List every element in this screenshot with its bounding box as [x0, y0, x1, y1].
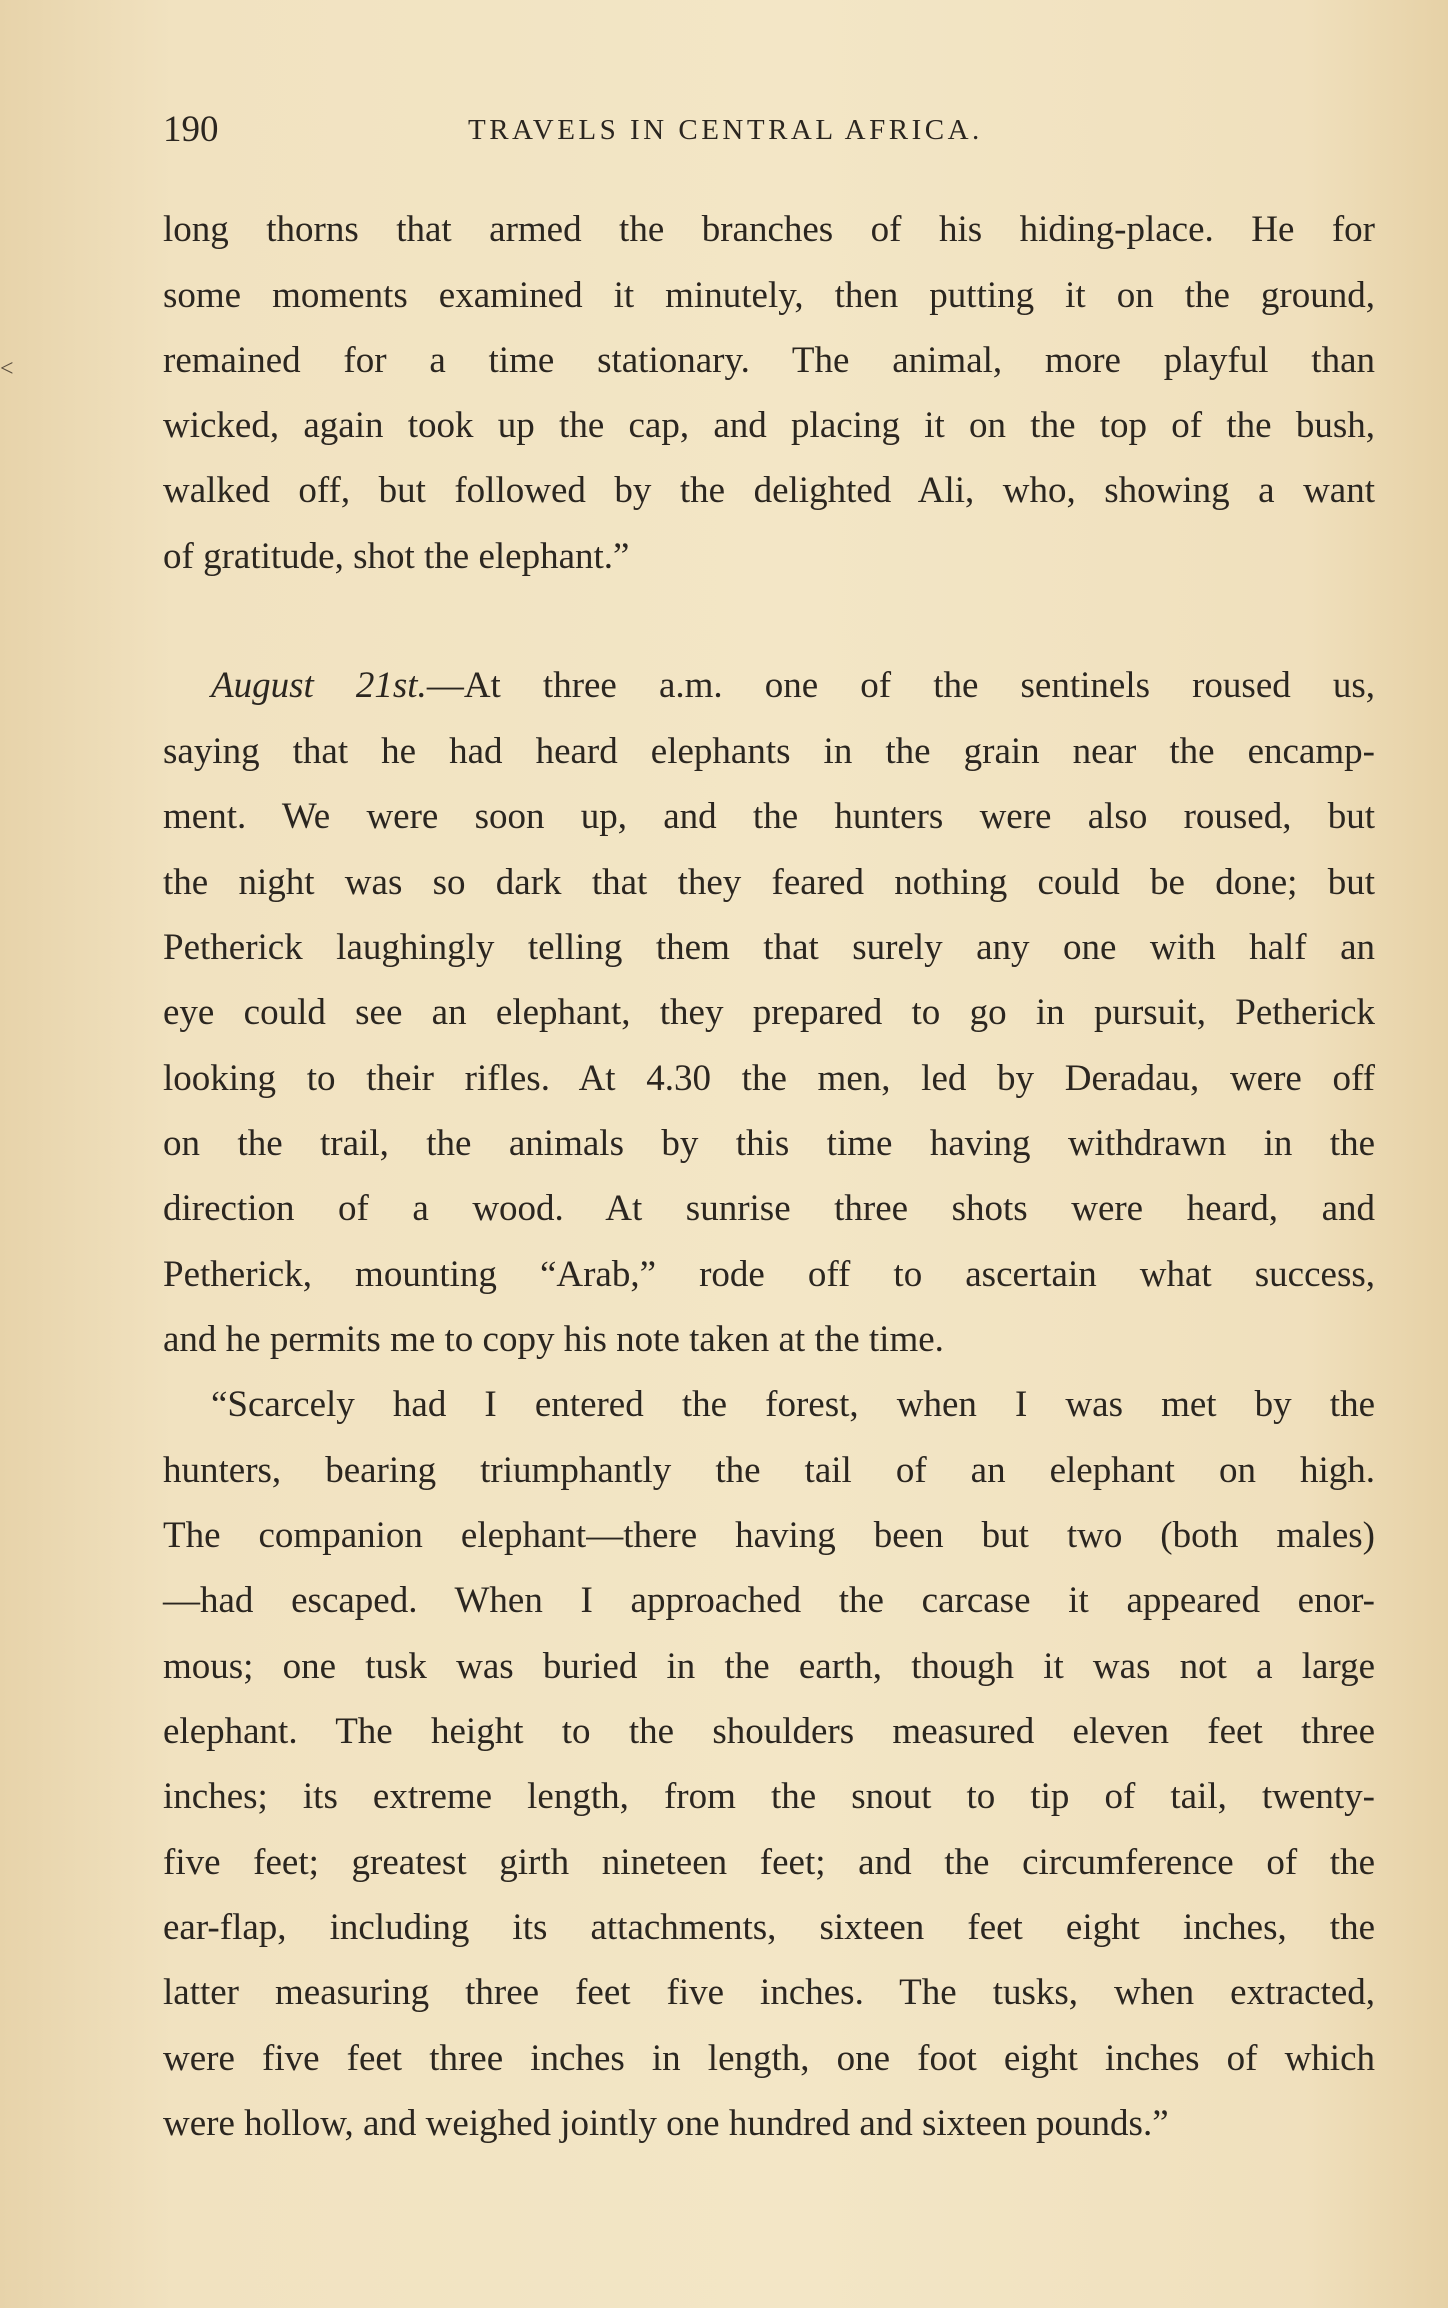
text-line: —At three a.m. one of the sentinels roused us, [426, 665, 1375, 706]
text-line: on the trail, the animals by this time having withdrawn in the [163, 1123, 1375, 1164]
text-line: walked off, but followed by the delighted Ali, who, showing a want [163, 470, 1375, 511]
text-line: remained for a time stationary. The animal, more playful than [163, 340, 1375, 381]
text-line-with-date [211, 664, 1375, 708]
page-number: 190 [163, 109, 219, 150]
text-line: Petherick laughingly telling them that surely any one with half an [163, 927, 1375, 968]
text-line: Petherick, mounting “Arab,” rode off to ascertain what success, [163, 1254, 1375, 1295]
text-line: were five feet three inches in length, one foot eight inches of which [163, 2038, 1375, 2079]
text-line: looking to their rifles. At 4.30 the men, led by Deradau, were off [163, 1058, 1375, 1099]
text-line: The companion elephant—there having been but two (both males) [163, 1515, 1375, 1556]
text-line: and he permits me to copy his note taken at the time. [163, 1319, 944, 1360]
text-line: were hollow, and weighed jointly one hundred and sixteen pounds.” [163, 2103, 1169, 2144]
text-line: of gratitude, shot the elephant.” [163, 536, 630, 577]
text-line: some moments examined it minutely, then putting it on the ground, [163, 275, 1375, 316]
running-head [163, 108, 1373, 152]
text-line: five feet; greatest girth nineteen feet; and the circumference of the [163, 1842, 1375, 1883]
text-line: “Scarcely had I entered the forest, when I was met by the [211, 1384, 1375, 1425]
text-line: ment. We were soon up, and the hunters were also roused, but [163, 796, 1375, 837]
text-line: saying that he had heard elephants in the grain near the encamp- [163, 731, 1375, 772]
text-line: latter measuring three feet five inches. The tusks, when extracted, [163, 1972, 1375, 2013]
text-line: ear-flap, including its attachments, sixteen feet eight inches, the [163, 1907, 1375, 1948]
text-line: direction of a wood. At sunrise three shots were heard, and [163, 1188, 1375, 1229]
text-line: elephant. The height to the shoulders measured eleven feet three [163, 1711, 1375, 1752]
text-line: hunters, bearing triumphantly the tail of an elephant on high. [163, 1450, 1375, 1491]
text-line: eye could see an elephant, they prepared to go in pursuit, Petherick [163, 992, 1375, 1033]
running-title: TRAVELS IN CENTRAL AFRICA. [468, 114, 983, 146]
text-line: the night was so dark that they feared nothing could be done; but [163, 862, 1375, 903]
margin-mark: < [0, 356, 14, 382]
text-line: mous; one tusk was buried in the earth, though it was not a large [163, 1646, 1375, 1687]
text-line: inches; its extreme length, from the snout to tip of tail, twenty- [163, 1776, 1375, 1817]
text-line: wicked, again took up the cap, and placing it on the top of the bush, [163, 405, 1375, 446]
date-heading: August 21st. [211, 665, 427, 706]
text-line: long thorns that armed the branches of his hiding-place. He for [163, 209, 1375, 250]
text-line: —had escaped. When I approached the carcase it appeared enor- [163, 1580, 1375, 1621]
